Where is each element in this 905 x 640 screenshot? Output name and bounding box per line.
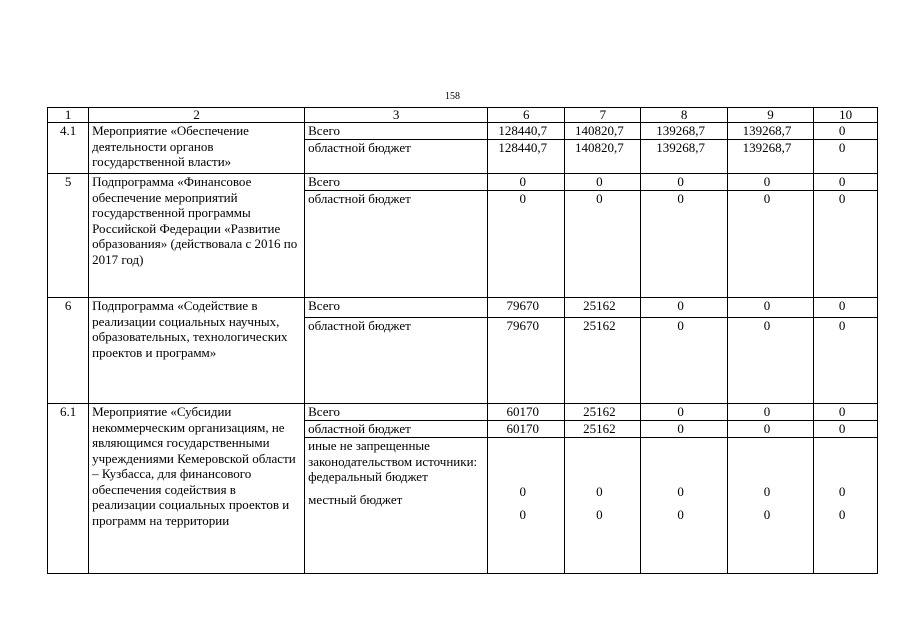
value-cell: 139268,7 (641, 123, 727, 140)
value-cell: 60170 (488, 421, 565, 438)
row-name: Мероприятие «Обеспечение деятельности органов государственной власти» (89, 123, 305, 174)
value-cell: 0 (814, 140, 878, 174)
value-cell: 0 (814, 123, 878, 140)
value-cell: 79670 (488, 318, 565, 404)
value-cell: 0 (641, 191, 727, 298)
value-cell: 0 (641, 421, 727, 438)
value-cell: 0 (814, 318, 878, 404)
value-cell: 0 0 (565, 438, 641, 574)
funding-source: Всего (305, 404, 488, 421)
page-number: 158 (445, 91, 460, 102)
value-cell: 25162 (565, 404, 641, 421)
value-cell: 0 (488, 174, 565, 191)
value-cell: 139268,7 (727, 123, 813, 140)
table-row (48, 298, 878, 318)
value-cell: 0 (641, 318, 727, 404)
column-header: 8 (641, 108, 727, 123)
value-cell: 0 (641, 174, 727, 191)
row-name: Подпрограмма «Финансовое обеспечение мероприятий государственной программы Российской Федерации «Развитие образования» (действовала с 2016 по 2017 год) (89, 174, 305, 298)
value-cell: 0 (727, 318, 813, 404)
value-cell: 25162 (565, 318, 641, 404)
funding-source: областной бюджет (305, 421, 488, 438)
value-cell: 0 (641, 298, 727, 318)
row-number: 6 (48, 298, 89, 404)
funding-source: областной бюджет (305, 318, 488, 404)
value-cell: 128440,7 (488, 140, 565, 174)
value-cell: 0 (727, 298, 813, 318)
funding-source: Всего (305, 123, 488, 140)
funding-source: областной бюджет (305, 140, 488, 174)
value-cell: 0 (814, 174, 878, 191)
table-row (48, 174, 878, 191)
column-header: 7 (565, 108, 641, 123)
value-cell: 0 (565, 174, 641, 191)
funding-source: местный бюджет (308, 491, 403, 507)
value-cell: 139268,7 (727, 140, 813, 174)
value-cell: 25162 (565, 298, 641, 318)
value-cell: 140820,7 (565, 140, 641, 174)
column-header: 6 (488, 108, 565, 123)
funding-source: Всего (305, 174, 488, 191)
value-cell: 0 (727, 191, 813, 298)
funding-source: Всего (305, 298, 488, 318)
funding-source-group (305, 438, 488, 574)
funding-source: федеральный бюджет (308, 469, 428, 484)
column-header: 10 (814, 108, 878, 123)
table-row (48, 404, 878, 421)
row-name: Мероприятие «Субсидии некоммерческим организациям, не являющимся государственными учреждениями Кемеровской области – Кузбасса, для финансового обеспечения содействия в реализации социальных проектов и программ на территории (89, 404, 305, 574)
column-header: 1 (48, 108, 89, 123)
value-cell: 0 (814, 191, 878, 298)
column-header: 3 (305, 108, 488, 123)
value-cell: 0 (488, 191, 565, 298)
value-cell: 79670 (488, 298, 565, 318)
value-cell: 0 0 (488, 438, 565, 574)
value-cell: 0 (565, 191, 641, 298)
value-cell: 0 (727, 421, 813, 438)
row-name: Подпрограмма «Содействие в реализации социальных научных, образовательных, технологических проектов и программ» (89, 298, 305, 404)
table-row (48, 123, 878, 140)
other-sources-label: иные не запрещенные законодательством источники: (308, 438, 478, 469)
value-cell: 139268,7 (641, 140, 727, 174)
column-header: 9 (727, 108, 813, 123)
table-header-row (48, 108, 878, 123)
value-cell: 0 (814, 421, 878, 438)
value-cell: 0 (814, 298, 878, 318)
value-cell: 0 (727, 174, 813, 191)
value-cell: 0 (814, 404, 878, 421)
value-cell: 0 0 (727, 438, 813, 574)
value-cell: 25162 (565, 421, 641, 438)
row-number: 5 (48, 174, 89, 298)
budget-table (47, 107, 878, 574)
value-cell: 128440,7 (488, 123, 565, 140)
value-cell: 0 (727, 404, 813, 421)
funding-source: областной бюджет (305, 191, 488, 298)
row-number: 4.1 (48, 123, 89, 174)
column-header: 2 (89, 108, 305, 123)
row-number: 6.1 (48, 404, 89, 574)
value-cell: 0 (641, 404, 727, 421)
value-cell: 60170 (488, 404, 565, 421)
value-cell: 0 0 (814, 438, 878, 574)
value-cell: 0 0 (641, 438, 727, 574)
value-cell: 140820,7 (565, 123, 641, 140)
